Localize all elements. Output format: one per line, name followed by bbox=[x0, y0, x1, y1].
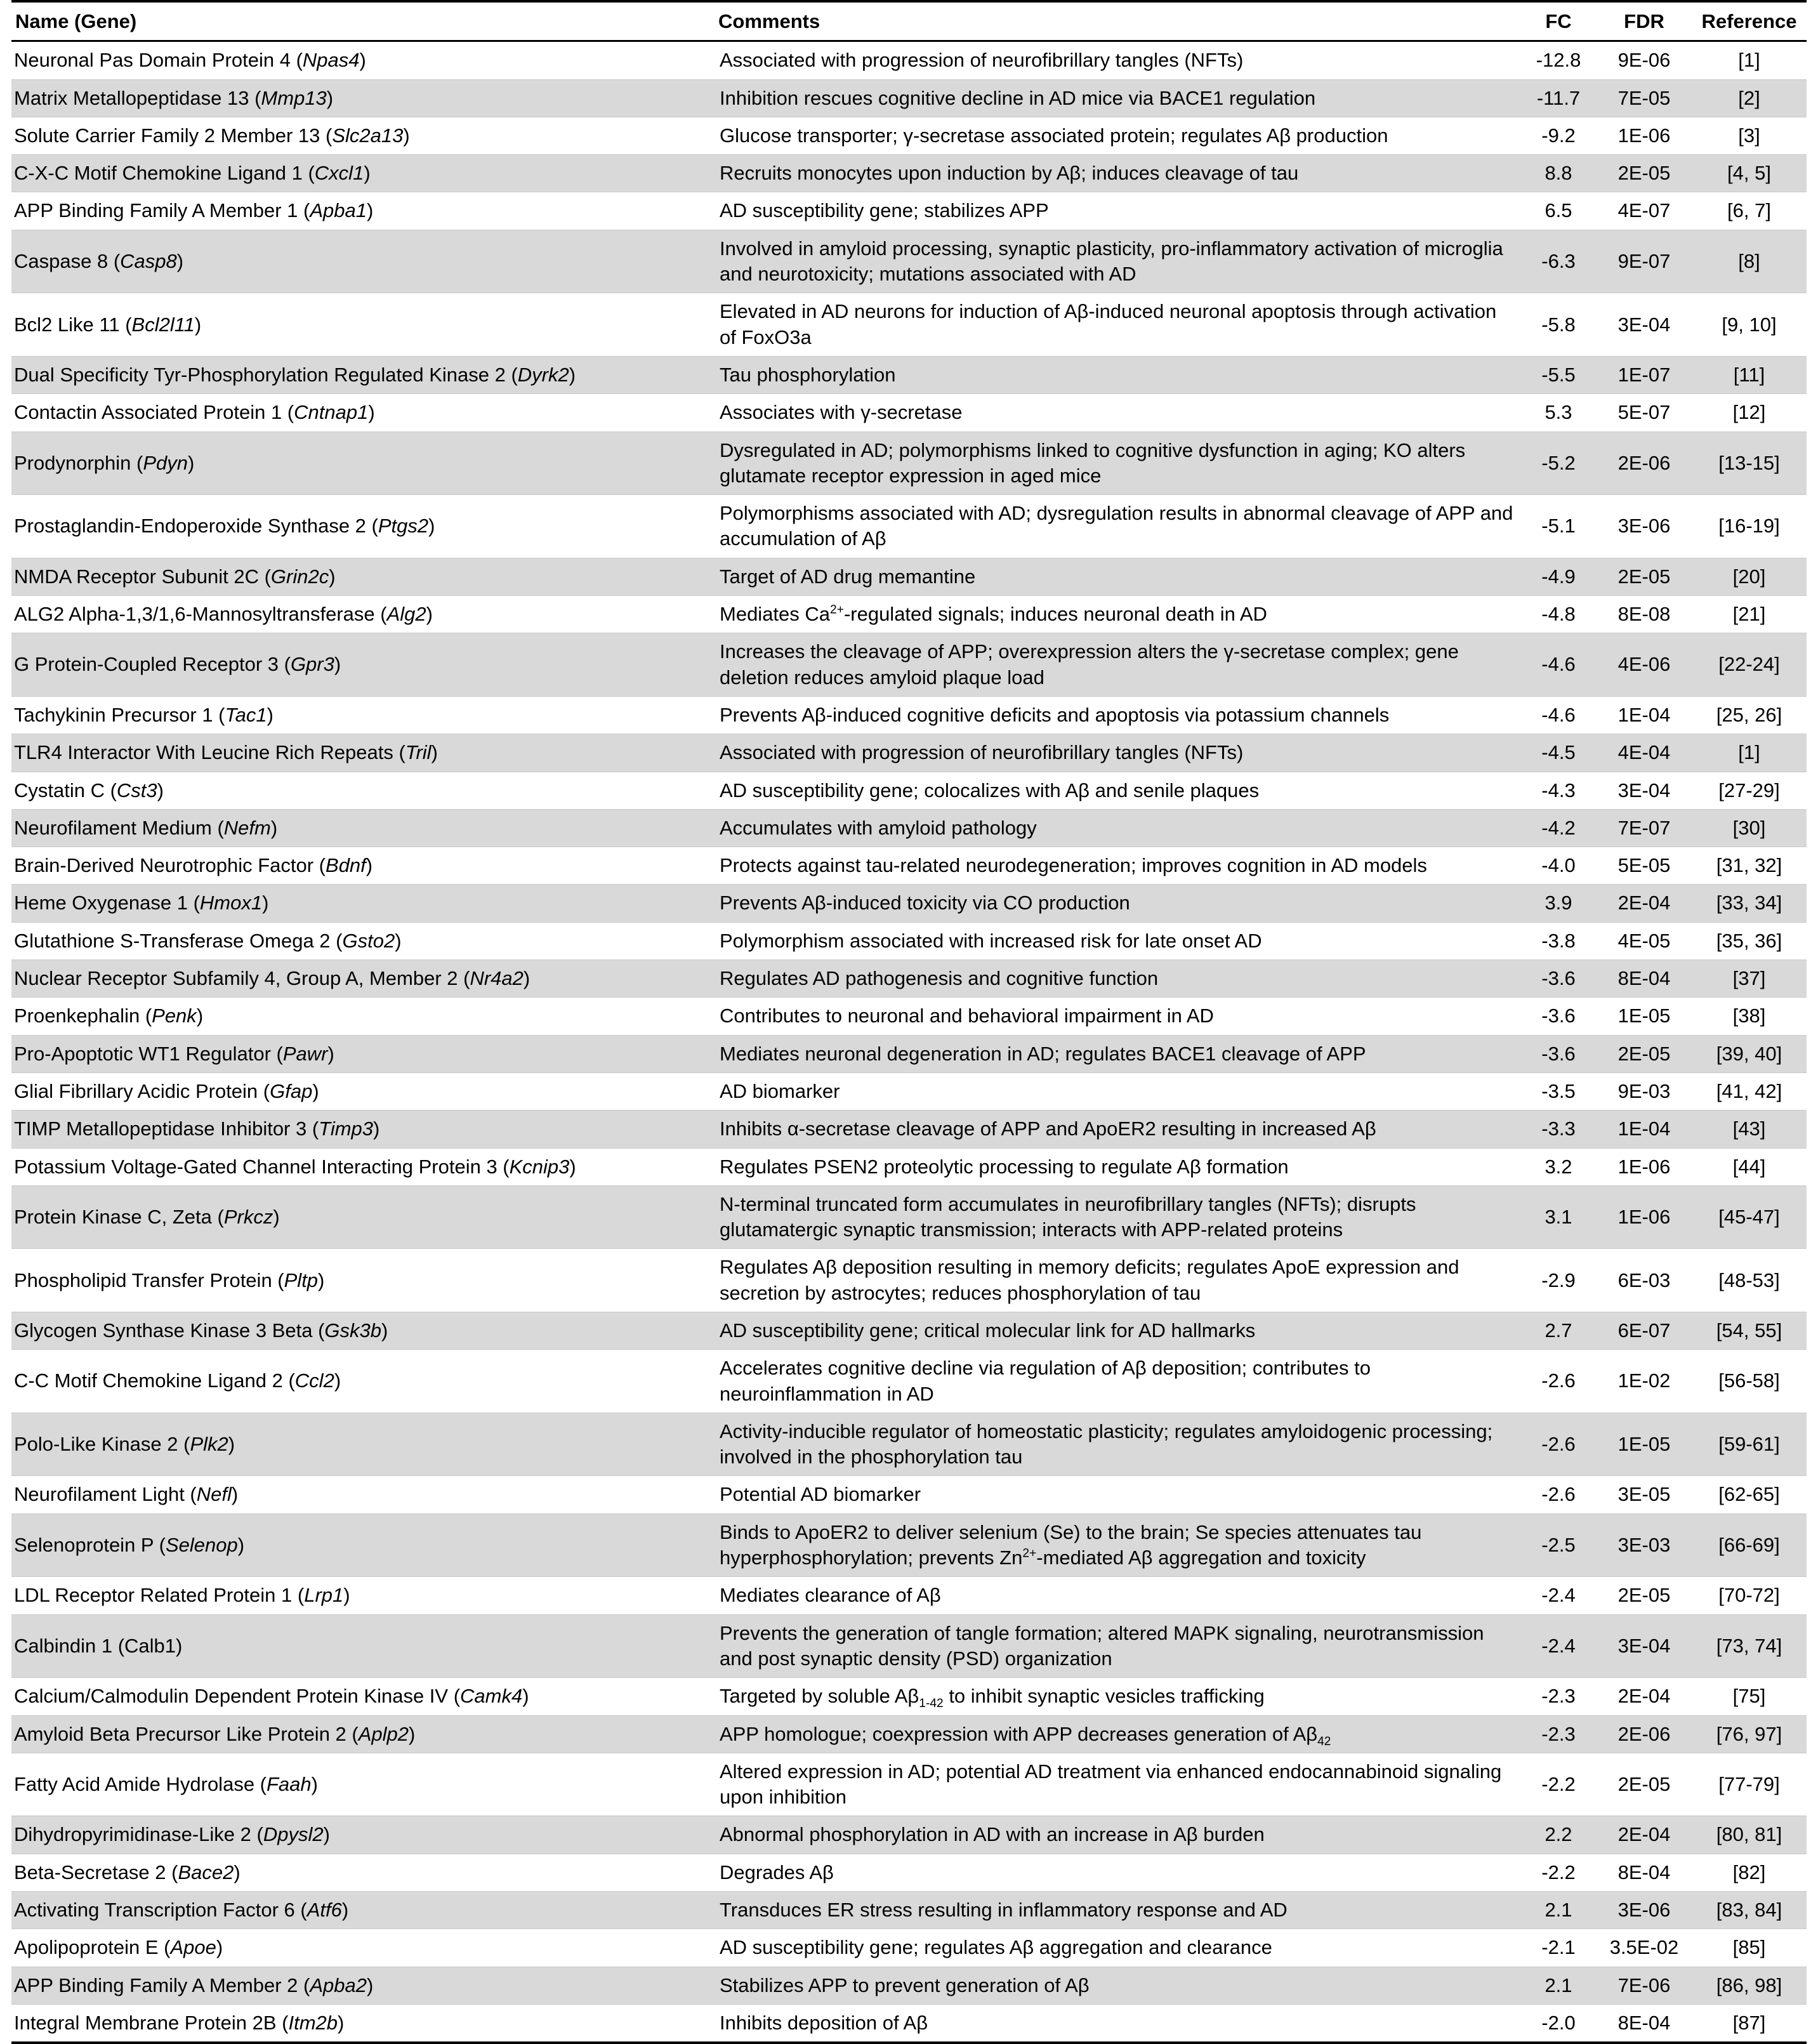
column-header-reference: Reference bbox=[1692, 1, 1807, 41]
cell-fc: -4.6 bbox=[1520, 633, 1597, 697]
cell-comments: Dysregulated in AD; polymorphisms linked to cognitive dysfunction in aging; KO alters glutamate receptor expression in aged mice bbox=[715, 432, 1520, 495]
cell-reference: [37] bbox=[1692, 960, 1807, 998]
cell-fc: 2.7 bbox=[1520, 1312, 1597, 1349]
cell-fdr: 5E-07 bbox=[1597, 394, 1692, 432]
cell-comments: Degrades Aβ bbox=[715, 1854, 1520, 1891]
cell-name: Dual Specificity Tyr-Phosphorylation Regulated Kinase 2 (Dyrk2) bbox=[11, 356, 715, 393]
cell-name: Calbindin 1 (Calb1) bbox=[11, 1614, 715, 1678]
cell-reference: [2] bbox=[1692, 79, 1807, 117]
cell-reference: [73, 74] bbox=[1692, 1614, 1807, 1678]
cell-fc: 2.2 bbox=[1520, 1816, 1597, 1854]
cell-fdr: 7E-05 bbox=[1597, 79, 1692, 117]
cell-reference: [82] bbox=[1692, 1854, 1807, 1891]
table-row bbox=[11, 117, 1807, 154]
cell-fc: -5.1 bbox=[1520, 495, 1597, 558]
cell-reference: [45-47] bbox=[1692, 1185, 1807, 1249]
cell-fdr: 8E-04 bbox=[1597, 960, 1692, 998]
cell-comments: Activity-inducible regulator of homeostatic plasticity; regulates amyloidogenic processing; involved in the phosphorylation tau bbox=[715, 1413, 1520, 1476]
cell-fc: -4.6 bbox=[1520, 696, 1597, 734]
table-row bbox=[11, 960, 1807, 998]
table-row bbox=[11, 809, 1807, 847]
cell-comments: Polymorphism associated with increased risk for late onset AD bbox=[715, 922, 1520, 959]
cell-name: Brain-Derived Neurotrophic Factor (Bdnf) bbox=[11, 847, 715, 885]
cell-reference: [38] bbox=[1692, 998, 1807, 1035]
cell-fdr: 1E-06 bbox=[1597, 1148, 1692, 1185]
table-row bbox=[11, 1185, 1807, 1249]
cell-fc: -2.1 bbox=[1520, 1929, 1597, 1967]
cell-fc: -2.5 bbox=[1520, 1513, 1597, 1577]
cell-name: Proenkephalin (Penk) bbox=[11, 998, 715, 1035]
cell-fdr: 2E-05 bbox=[1597, 558, 1692, 595]
cell-comments: Transduces ER stress resulting in inflammatory response and AD bbox=[715, 1892, 1520, 1929]
cell-fc: -4.3 bbox=[1520, 772, 1597, 809]
cell-name: Nuclear Receptor Subfamily 4, Group A, Member 2 (Nr4a2) bbox=[11, 960, 715, 998]
table-row bbox=[11, 394, 1807, 432]
cell-name: Neurofilament Medium (Nefm) bbox=[11, 809, 715, 847]
cell-fc: -3.6 bbox=[1520, 960, 1597, 998]
table-row bbox=[11, 230, 1807, 293]
table-row bbox=[11, 1614, 1807, 1678]
column-header-fc: FC bbox=[1520, 1, 1597, 41]
cell-comments: APP homologue; coexpression with APP decreases generation of $A\beta_{42}$ bbox=[715, 1715, 1520, 1753]
cell-reference: [44] bbox=[1692, 1148, 1807, 1185]
cell-comments: AD susceptibility gene; stabilizes APP bbox=[715, 192, 1520, 230]
cell-reference: [25, 26] bbox=[1692, 696, 1807, 734]
cell-fc: -4.8 bbox=[1520, 596, 1597, 633]
cell-name: Neuronal Pas Domain Protein 4 (Npas4) bbox=[11, 41, 715, 79]
table-row bbox=[11, 1967, 1807, 2004]
table-row bbox=[11, 696, 1807, 734]
table-row bbox=[11, 79, 1807, 117]
cell-name: Beta-Secretase 2 (Bace2) bbox=[11, 1854, 715, 1891]
table-body bbox=[11, 41, 1807, 2043]
cell-fc: -4.2 bbox=[1520, 809, 1597, 847]
table-row bbox=[11, 734, 1807, 772]
cell-comments: Associated with progression of neurofibrillary tangles (NFTs) bbox=[715, 734, 1520, 772]
cell-fdr: 1E-04 bbox=[1597, 1111, 1692, 1148]
table-row bbox=[11, 1816, 1807, 1854]
table-row bbox=[11, 1148, 1807, 1185]
cell-name: Contactin Associated Protein 1 (Cntnap1) bbox=[11, 394, 715, 432]
cell-name: Calcium/Calmodulin Dependent Protein Kinase IV (Camk4) bbox=[11, 1678, 715, 1715]
cell-fc: -3.3 bbox=[1520, 1111, 1597, 1148]
cell-name: Matrix Metallopeptidase 13 (Mmp13) bbox=[11, 79, 715, 117]
cell-name: Integral Membrane Protein 2B (Itm2b) bbox=[11, 2004, 715, 2043]
cell-comments: Involved in amyloid processing, synaptic plasticity, pro-inflammatory activation of microglia and neurotoxicity; mutations associated with AD bbox=[715, 230, 1520, 293]
cell-reference: [56-58] bbox=[1692, 1350, 1807, 1413]
cell-comments: Potential AD biomarker bbox=[715, 1476, 1520, 1513]
cell-name: Caspase 8 (Casp8) bbox=[11, 230, 715, 293]
cell-name: Activating Transcription Factor 6 (Atf6) bbox=[11, 1892, 715, 1929]
cell-comments: Targeted by soluble $A\beta_{1-42}$ to inhibit synaptic vesicles trafficking bbox=[715, 1678, 1520, 1715]
cell-reference: [86, 98] bbox=[1692, 1967, 1807, 2004]
cell-reference: [31, 32] bbox=[1692, 847, 1807, 885]
cell-fc: -2.9 bbox=[1520, 1249, 1597, 1312]
cell-comments: Accumulates with amyloid pathology bbox=[715, 809, 1520, 847]
cell-reference: [62-65] bbox=[1692, 1476, 1807, 1513]
cell-name: C-X-C Motif Chemokine Ligand 1 (Cxcl1) bbox=[11, 155, 715, 192]
cell-reference: [8] bbox=[1692, 230, 1807, 293]
gene-table bbox=[11, 0, 1807, 2044]
table-row bbox=[11, 633, 1807, 697]
cell-reference: [1] bbox=[1692, 41, 1807, 79]
cell-reference: [59-61] bbox=[1692, 1413, 1807, 1476]
cell-fc: -9.2 bbox=[1520, 117, 1597, 154]
cell-fdr: 2E-05 bbox=[1597, 155, 1692, 192]
cell-fc: -4.0 bbox=[1520, 847, 1597, 885]
cell-fdr: 4E-05 bbox=[1597, 922, 1692, 959]
cell-fc: -3.8 bbox=[1520, 922, 1597, 959]
cell-fc: 8.8 bbox=[1520, 155, 1597, 192]
cell-fc: -2.3 bbox=[1520, 1715, 1597, 1753]
cell-name: TIMP Metallopeptidase Inhibitor 3 (Timp3) bbox=[11, 1111, 715, 1148]
cell-fdr: 1E-06 bbox=[1597, 1185, 1692, 1249]
cell-reference: [30] bbox=[1692, 809, 1807, 847]
cell-name: Heme Oxygenase 1 (Hmox1) bbox=[11, 885, 715, 922]
cell-name: Solute Carrier Family 2 Member 13 (Slc2a13) bbox=[11, 117, 715, 154]
cell-fdr: 2E-04 bbox=[1597, 885, 1692, 922]
cell-name: Neurofilament Light (Nefl) bbox=[11, 1476, 715, 1513]
cell-reference: [77-79] bbox=[1692, 1753, 1807, 1816]
table-row bbox=[11, 1413, 1807, 1476]
cell-comments: Abnormal phosphorylation in AD with an increase in Aβ burden bbox=[715, 1816, 1520, 1854]
cell-fdr: 3E-06 bbox=[1597, 495, 1692, 558]
cell-fc: -3.6 bbox=[1520, 998, 1597, 1035]
cell-name: C-C Motif Chemokine Ligand 2 (Ccl2) bbox=[11, 1350, 715, 1413]
cell-comments: AD susceptibility gene; colocalizes with Aβ and senile plaques bbox=[715, 772, 1520, 809]
cell-fc: -6.3 bbox=[1520, 230, 1597, 293]
cell-fc: 2.1 bbox=[1520, 1892, 1597, 1929]
cell-fc: -2.3 bbox=[1520, 1678, 1597, 1715]
cell-fc: -5.8 bbox=[1520, 293, 1597, 357]
cell-reference: [20] bbox=[1692, 558, 1807, 595]
cell-comments: Associates with γ-secretase bbox=[715, 394, 1520, 432]
table-row bbox=[11, 1577, 1807, 1614]
table-row bbox=[11, 1929, 1807, 1967]
table-row bbox=[11, 1312, 1807, 1349]
cell-comments: Prevents Aβ-induced toxicity via CO production bbox=[715, 885, 1520, 922]
cell-name: TLR4 Interactor With Leucine Rich Repeats (Tril) bbox=[11, 734, 715, 772]
cell-reference: [4, 5] bbox=[1692, 155, 1807, 192]
cell-fc: -2.6 bbox=[1520, 1476, 1597, 1513]
cell-name: Potassium Voltage-Gated Channel Interacting Protein 3 (Kcnip3) bbox=[11, 1148, 715, 1185]
cell-comments: Polymorphisms associated with AD; dysregulation results in abnormal cleavage of APP and accumulation of Aβ bbox=[715, 495, 1520, 558]
cell-fc: 3.2 bbox=[1520, 1148, 1597, 1185]
cell-fc: -5.5 bbox=[1520, 356, 1597, 393]
cell-reference: [48-53] bbox=[1692, 1249, 1807, 1312]
cell-fc: -2.6 bbox=[1520, 1413, 1597, 1476]
cell-comments: AD susceptibility gene; critical molecular link for AD hallmarks bbox=[715, 1312, 1520, 1349]
cell-reference: [33, 34] bbox=[1692, 885, 1807, 922]
cell-fdr: 5E-05 bbox=[1597, 847, 1692, 885]
table-row bbox=[11, 1753, 1807, 1816]
cell-name: Pro-Apoptotic WT1 Regulator (Pawr) bbox=[11, 1035, 715, 1072]
cell-fdr: 2E-04 bbox=[1597, 1678, 1692, 1715]
table-row bbox=[11, 1892, 1807, 1929]
cell-fc: -3.6 bbox=[1520, 1035, 1597, 1072]
table-row bbox=[11, 41, 1807, 79]
cell-comments: Glucose transporter; γ-secretase associated protein; regulates Aβ production bbox=[715, 117, 1520, 154]
cell-fc: -2.2 bbox=[1520, 1854, 1597, 1891]
cell-comments: Target of AD drug memantine bbox=[715, 558, 1520, 595]
cell-name: Dihydropyrimidinase-Like 2 (Dpysl2) bbox=[11, 1816, 715, 1854]
cell-fc: -5.2 bbox=[1520, 432, 1597, 495]
table-row bbox=[11, 1476, 1807, 1513]
cell-name: Glycogen Synthase Kinase 3 Beta (Gsk3b) bbox=[11, 1312, 715, 1349]
cell-fdr: 9E-06 bbox=[1597, 41, 1692, 79]
cell-fdr: 8E-08 bbox=[1597, 596, 1692, 633]
table-row bbox=[11, 293, 1807, 357]
cell-comments: Inhibition rescues cognitive decline in AD mice via BACE1 regulation bbox=[715, 79, 1520, 117]
cell-reference: [13-15] bbox=[1692, 432, 1807, 495]
cell-reference: [80, 81] bbox=[1692, 1816, 1807, 1854]
cell-comments: Increases the cleavage of APP; overexpression alters the γ-secretase complex; gene deletion reduces amyloid plaque load bbox=[715, 633, 1520, 697]
cell-fc: 5.3 bbox=[1520, 394, 1597, 432]
cell-reference: [9, 10] bbox=[1692, 293, 1807, 357]
cell-comments: Recruits monocytes upon induction by Aβ; induces cleavage of tau bbox=[715, 155, 1520, 192]
table-header bbox=[11, 1, 1807, 41]
cell-reference: [85] bbox=[1692, 1929, 1807, 1967]
cell-comments: Mediates clearance of Aβ bbox=[715, 1577, 1520, 1614]
cell-reference: [11] bbox=[1692, 356, 1807, 393]
cell-name: Protein Kinase C, Zeta (Prkcz) bbox=[11, 1185, 715, 1249]
column-header-fdr: FDR bbox=[1597, 1, 1692, 41]
cell-reference: [54, 55] bbox=[1692, 1312, 1807, 1349]
cell-name: APP Binding Family A Member 1 (Apba1) bbox=[11, 192, 715, 230]
cell-fdr: 1E-02 bbox=[1597, 1350, 1692, 1413]
cell-comments: Stabilizes APP to prevent generation of Aβ bbox=[715, 1967, 1520, 2004]
cell-fdr: 2E-04 bbox=[1597, 1816, 1692, 1854]
header-row bbox=[11, 1, 1807, 41]
cell-fdr: 4E-07 bbox=[1597, 192, 1692, 230]
cell-name: APP Binding Family A Member 2 (Apba2) bbox=[11, 1967, 715, 2004]
cell-comments: Contributes to neuronal and behavioral impairment in AD bbox=[715, 998, 1520, 1035]
cell-fdr: 6E-07 bbox=[1597, 1312, 1692, 1349]
cell-comments: AD susceptibility gene; regulates Aβ aggregation and clearance bbox=[715, 1929, 1520, 1967]
table-row bbox=[11, 558, 1807, 595]
table-row bbox=[11, 596, 1807, 633]
cell-fc: -2.0 bbox=[1520, 2004, 1597, 2043]
table-row bbox=[11, 155, 1807, 192]
cell-name: Prodynorphin (Pdyn) bbox=[11, 432, 715, 495]
table-row bbox=[11, 772, 1807, 809]
cell-reference: [87] bbox=[1692, 2004, 1807, 2043]
cell-fc: 3.1 bbox=[1520, 1185, 1597, 1249]
cell-fdr: 7E-07 bbox=[1597, 809, 1692, 847]
cell-fc: -4.5 bbox=[1520, 734, 1597, 772]
cell-name: ALG2 Alpha-1,3/1,6-Mannosyltransferase (Alg2) bbox=[11, 596, 715, 633]
cell-reference: [76, 97] bbox=[1692, 1715, 1807, 1753]
table-row bbox=[11, 1035, 1807, 1072]
cell-name: Bcl2 Like 11 (Bcl2l11) bbox=[11, 293, 715, 357]
cell-comments: Tau phosphorylation bbox=[715, 356, 1520, 393]
cell-reference: [3] bbox=[1692, 117, 1807, 154]
cell-reference: [41, 42] bbox=[1692, 1072, 1807, 1110]
cell-name: Fatty Acid Amide Hydrolase (Faah) bbox=[11, 1753, 715, 1816]
cell-fdr: 2E-05 bbox=[1597, 1035, 1692, 1072]
cell-comments: Accelerates cognitive decline via regulation of Aβ deposition; contributes to neuroinflammation in AD bbox=[715, 1350, 1520, 1413]
cell-reference: [22-24] bbox=[1692, 633, 1807, 697]
cell-comments: Inhibits α-secretase cleavage of APP and ApoER2 resulting in increased Aβ bbox=[715, 1111, 1520, 1148]
cell-fdr: 3E-03 bbox=[1597, 1513, 1692, 1577]
column-header-comments: Comments bbox=[715, 1, 1520, 41]
cell-fdr: 8E-04 bbox=[1597, 2004, 1692, 2043]
cell-fdr: 3E-05 bbox=[1597, 1476, 1692, 1513]
cell-fc: -11.7 bbox=[1520, 79, 1597, 117]
cell-comments: Regulates AD pathogenesis and cognitive function bbox=[715, 960, 1520, 998]
cell-fdr: 1E-05 bbox=[1597, 1413, 1692, 1476]
table-row bbox=[11, 432, 1807, 495]
cell-reference: [39, 40] bbox=[1692, 1035, 1807, 1072]
cell-fdr: 2E-05 bbox=[1597, 1577, 1692, 1614]
cell-comments: Regulates PSEN2 proteolytic processing to regulate Aβ formation bbox=[715, 1148, 1520, 1185]
cell-comments: Regulates Aβ deposition resulting in memory deficits; regulates ApoE expression and secretion by astrocytes; reduces phosphorylation of tau bbox=[715, 1249, 1520, 1312]
cell-comments: Prevents the generation of tangle formation; altered MAPK signaling, neurotransmission and post synaptic density (PSD) organization bbox=[715, 1614, 1520, 1678]
cell-fdr: 1E-07 bbox=[1597, 356, 1692, 393]
cell-fc: -2.6 bbox=[1520, 1350, 1597, 1413]
cell-name: Tachykinin Precursor 1 (Tac1) bbox=[11, 696, 715, 734]
table-row bbox=[11, 1072, 1807, 1110]
cell-comments: AD biomarker bbox=[715, 1072, 1520, 1110]
cell-comments: N-terminal truncated form accumulates in neurofibrillary tangles (NFTs); disrupts glutamatergic synaptic transmission; interacts with APP-related proteins bbox=[715, 1185, 1520, 1249]
table-row bbox=[11, 495, 1807, 558]
cell-reference: [21] bbox=[1692, 596, 1807, 633]
table-row bbox=[11, 1854, 1807, 1891]
cell-name: Cystatin C (Cst3) bbox=[11, 772, 715, 809]
cell-reference: [70-72] bbox=[1692, 1577, 1807, 1614]
cell-name: Amyloid Beta Precursor Like Protein 2 (Aplp2) bbox=[11, 1715, 715, 1753]
cell-fdr: 9E-03 bbox=[1597, 1072, 1692, 1110]
cell-fdr: 3.5E-02 bbox=[1597, 1929, 1692, 1967]
cell-fdr: 4E-06 bbox=[1597, 633, 1692, 697]
cell-reference: [75] bbox=[1692, 1678, 1807, 1715]
cell-name: Prostaglandin-Endoperoxide Synthase 2 (Ptgs2) bbox=[11, 495, 715, 558]
cell-fdr: 1E-04 bbox=[1597, 696, 1692, 734]
table-row bbox=[11, 1111, 1807, 1148]
table-row bbox=[11, 2004, 1807, 2043]
cell-fc: -2.4 bbox=[1520, 1614, 1597, 1678]
cell-name: Phospholipid Transfer Protein (Pltp) bbox=[11, 1249, 715, 1312]
cell-fc: -3.5 bbox=[1520, 1072, 1597, 1110]
cell-comments: Prevents Aβ-induced cognitive deficits and apoptosis via potassium channels bbox=[715, 696, 1520, 734]
cell-reference: [16-19] bbox=[1692, 495, 1807, 558]
cell-name: G Protein-Coupled Receptor 3 (Gpr3) bbox=[11, 633, 715, 697]
cell-name: Glial Fibrillary Acidic Protein (Gfap) bbox=[11, 1072, 715, 1110]
cell-fdr: 2E-06 bbox=[1597, 1715, 1692, 1753]
cell-comments: Elevated in AD neurons for induction of Aβ-induced neuronal apoptosis through activation of FoxO3a bbox=[715, 293, 1520, 357]
cell-fdr: 3E-04 bbox=[1597, 1614, 1692, 1678]
cell-reference: [27-29] bbox=[1692, 772, 1807, 809]
cell-reference: [6, 7] bbox=[1692, 192, 1807, 230]
cell-fdr: 4E-04 bbox=[1597, 734, 1692, 772]
table-row bbox=[11, 847, 1807, 885]
cell-fdr: 3E-04 bbox=[1597, 772, 1692, 809]
cell-reference: [12] bbox=[1692, 394, 1807, 432]
cell-name: NMDA Receptor Subunit 2C (Grin2c) bbox=[11, 558, 715, 595]
table-row bbox=[11, 998, 1807, 1035]
cell-comments: Associated with progression of neurofibrillary tangles (NFTs) bbox=[715, 41, 1520, 79]
table-row bbox=[11, 1513, 1807, 1577]
cell-fc: -12.8 bbox=[1520, 41, 1597, 79]
cell-reference: [1] bbox=[1692, 734, 1807, 772]
cell-fdr: 6E-03 bbox=[1597, 1249, 1692, 1312]
cell-fdr: 7E-06 bbox=[1597, 1967, 1692, 2004]
cell-comments: Mediates $Ca^{2+}$-regulated signals; induces neuronal death in AD bbox=[715, 596, 1520, 633]
table-row bbox=[11, 1715, 1807, 1753]
cell-fdr: 1E-06 bbox=[1597, 117, 1692, 154]
table-row bbox=[11, 1249, 1807, 1312]
cell-fdr: 9E-07 bbox=[1597, 230, 1692, 293]
cell-comments: Binds to ApoER2 to deliver selenium (Se) to the brain; Se species attenuates tau hyperphosphorylation; prevents $Zn^{2+}$-mediated Aβ aggregation and toxicity bbox=[715, 1513, 1520, 1577]
cell-fc: 6.5 bbox=[1520, 192, 1597, 230]
cell-fdr: 8E-04 bbox=[1597, 1854, 1692, 1891]
cell-reference: [66-69] bbox=[1692, 1513, 1807, 1577]
table-row bbox=[11, 1678, 1807, 1715]
cell-reference: [43] bbox=[1692, 1111, 1807, 1148]
cell-name: Glutathione S-Transferase Omega 2 (Gsto2) bbox=[11, 922, 715, 959]
table-row bbox=[11, 356, 1807, 393]
table-row bbox=[11, 922, 1807, 959]
cell-name: LDL Receptor Related Protein 1 (Lrp1) bbox=[11, 1577, 715, 1614]
cell-name: Polo-Like Kinase 2 (Plk2) bbox=[11, 1413, 715, 1476]
cell-fc: -2.4 bbox=[1520, 1577, 1597, 1614]
cell-reference: [83, 84] bbox=[1692, 1892, 1807, 1929]
cell-fc: -4.9 bbox=[1520, 558, 1597, 595]
cell-fdr: 2E-06 bbox=[1597, 432, 1692, 495]
table-row bbox=[11, 885, 1807, 922]
cell-fdr: 2E-05 bbox=[1597, 1753, 1692, 1816]
cell-name: Selenoprotein P (Selenop) bbox=[11, 1513, 715, 1577]
cell-fc: -2.2 bbox=[1520, 1753, 1597, 1816]
cell-reference: [35, 36] bbox=[1692, 922, 1807, 959]
column-header-name: Name (Gene) bbox=[11, 1, 715, 41]
table-row bbox=[11, 1350, 1807, 1413]
cell-name: Apolipoprotein E (Apoe) bbox=[11, 1929, 715, 1967]
cell-fc: 2.1 bbox=[1520, 1967, 1597, 2004]
table-row bbox=[11, 192, 1807, 230]
cell-comments: Inhibits deposition of Aβ bbox=[715, 2004, 1520, 2043]
cell-fdr: 3E-06 bbox=[1597, 1892, 1692, 1929]
cell-comments: Mediates neuronal degeneration in AD; regulates BACE1 cleavage of APP bbox=[715, 1035, 1520, 1072]
cell-comments: Protects against tau-related neurodegeneration; improves cognition in AD models bbox=[715, 847, 1520, 885]
cell-fdr: 1E-05 bbox=[1597, 998, 1692, 1035]
cell-fc: 3.9 bbox=[1520, 885, 1597, 922]
cell-fdr: 3E-04 bbox=[1597, 293, 1692, 357]
cell-comments: Altered expression in AD; potential AD treatment via enhanced endocannabinoid signaling upon inhibition bbox=[715, 1753, 1520, 1816]
